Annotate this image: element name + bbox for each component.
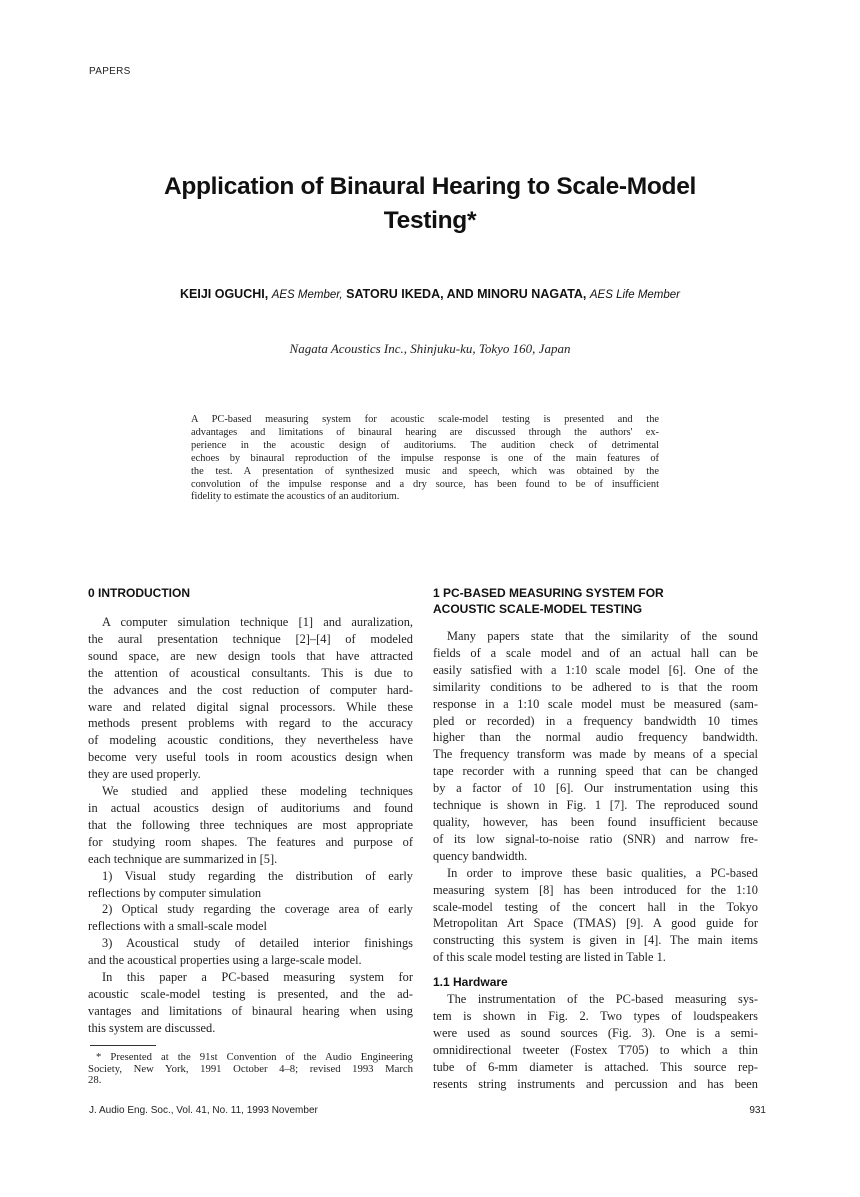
- paragraph: [433, 991, 758, 1092]
- text-line: omnidirectional tweeter (Fostex T705) to which a thin: [433, 1042, 758, 1057]
- abstract-line: echoes by binaural reproduction of the impulse response is one of the main features of: [191, 452, 659, 464]
- text-line: scale-model testing of the concert hall in the Tokyo: [433, 899, 758, 914]
- paragraph: [88, 969, 413, 1037]
- text-line: similarity conditions to be adhered to is that the room: [433, 679, 758, 694]
- paragraph: [433, 628, 758, 865]
- text-line: in actual acoustics design of auditoriums and found: [88, 800, 413, 815]
- text-line: 3) Acoustical study of detailed interior finishings: [102, 936, 413, 951]
- text-line: and the acoustical properties using a large-scale model.: [88, 953, 362, 968]
- text-line: for studying room shapes. The features and purpose of: [88, 834, 413, 849]
- journal-citation: J. Audio Eng. Soc., Vol. 41, No. 11, 1993 November: [89, 1105, 318, 1116]
- author-name: SATORU IKEDA, AND MINORU NAGATA,: [346, 287, 587, 301]
- text-line: Many papers state that the similarity of the sound: [447, 629, 758, 643]
- text-line: higher than the normal audio frequency bandwidth.: [433, 730, 758, 745]
- text-line: resents string instruments and percussion and has been: [433, 1076, 758, 1091]
- text-line: of this scale model testing are listed in Table 1.: [433, 950, 666, 965]
- text-line: response in a 1:10 scale model must be measured (sam-: [433, 696, 758, 711]
- text-line: the aural presentation technique [2]–[4] of modeled: [88, 631, 413, 646]
- text-line: We studied and applied these modeling techniques: [102, 784, 413, 799]
- text-line: A computer simulation technique [1] and auralization,: [102, 615, 413, 629]
- text-line: they are used properly.: [88, 767, 201, 782]
- text-line: technique is shown in Fig. 1 [7]. The reproduced sound: [433, 798, 758, 813]
- right-column: [433, 585, 758, 1093]
- title-line: Testing*: [383, 207, 477, 234]
- text-line: quency bandwidth.: [433, 848, 528, 863]
- text-line: The frequency transform was made by means of a special: [433, 747, 758, 762]
- text-line: this system are discussed.: [88, 1020, 216, 1035]
- paragraph: [88, 614, 413, 783]
- text-line: 1) Visual study regarding the distribution of early: [102, 868, 413, 883]
- text-line: become very useful tools in room acoustics design when: [88, 750, 413, 765]
- paragraph: [433, 865, 758, 966]
- text-line: methods present problems with regard to the accuracy: [88, 716, 413, 731]
- heading-line: ACOUSTIC SCALE-MODEL TESTING: [433, 602, 643, 616]
- author-membership: AES Life Member: [589, 289, 681, 301]
- text-line: reflections with a small-scale model: [88, 919, 267, 934]
- list-item: [88, 935, 413, 969]
- text-line: In this paper a PC-based measuring system for: [102, 970, 413, 985]
- text-line: constructing this system is given in [4]. The main items: [433, 933, 758, 948]
- author-membership: AES Member,: [271, 289, 343, 301]
- abstract-line: A PC-based measuring system for acoustic scale-model testing is presented and the: [191, 414, 659, 425]
- text-line: were used as sound sources (Fig. 3). One is a semi-: [433, 1025, 758, 1040]
- text-line: of modeling acoustic conditions, they nevertheless have: [88, 733, 413, 748]
- text-line: easily satisfied with a 1:10 scale model [6]. One of the: [433, 662, 758, 677]
- text-line: the advances and the cost reduction of computer hard-: [88, 682, 413, 697]
- text-line: fields of a scale model and of an actual hall can be: [433, 645, 758, 660]
- text-line: of its low signal-to-noise ratio (SNR) and narrow fre-: [433, 831, 758, 846]
- text-line: ware and related digital signal processors. While these: [88, 699, 413, 714]
- text-line: tube of 6-mm diameter is attached. This source rep-: [433, 1059, 758, 1074]
- text-line: the attention of acoustical consultants. This is due to: [88, 665, 413, 680]
- footnote-line: * Presented at the 91st Convention of the Audio Engineering: [96, 1051, 413, 1063]
- text-line: that the following three techniques are most appropriate: [88, 817, 413, 832]
- abstract-line: advantages and limitations of binaural hearing are discussed through the authors' ex-: [191, 426, 659, 438]
- text-line: measuring system [8] has been introduced for the 1:10: [433, 882, 758, 897]
- text-line: The instrumentation of the PC-based measuring sys-: [447, 992, 758, 1007]
- footnote-line: 28.: [88, 1074, 102, 1086]
- section-tag: PAPERS: [89, 66, 131, 77]
- text-line: sound space, are new design tools that have attracted: [88, 648, 413, 663]
- text-line: pled or recorded) in a frequency bandwidth 10 times: [433, 713, 758, 728]
- text-line: by a factor of 10 [6]. Our instrumentation using this: [433, 781, 758, 796]
- abstract-line: convolution of the impulse response and a dry source, has been found to be of insufficient: [191, 478, 659, 490]
- text-line: each technique are summarized in [5].: [88, 851, 278, 866]
- text-line: vantages and limitations of binaural hearing when using: [88, 1003, 413, 1018]
- list-item: [88, 868, 413, 902]
- text-line: Metropolitan Art Space (TMAS) [9]. A good guide for: [433, 916, 758, 931]
- affiliation: Nagata Acoustics Inc., Shinjuku-ku, Tokyo 160, Japan: [289, 341, 571, 356]
- footnote-divider: [90, 1045, 156, 1046]
- hardware-subheading: 1.1 Hardware: [433, 975, 508, 990]
- title-line: Application of Binaural Hearing to Scale-Model: [163, 173, 697, 200]
- text-line: In order to improve these basic qualities, a PC-based: [447, 865, 758, 880]
- author-name: KEIJI OGUCHI,: [179, 287, 269, 301]
- abstract: [191, 414, 659, 504]
- text-line: reflections by computer simulation: [88, 885, 262, 900]
- intro-heading: 0 INTRODUCTION: [88, 586, 190, 600]
- heading-line: 1 PC-BASED MEASURING SYSTEM FOR: [433, 586, 664, 600]
- text-line: tape recorder with a running speed that can be changed: [433, 764, 758, 779]
- section1-heading: [433, 585, 758, 617]
- author-list: [60, 287, 800, 301]
- left-column: [88, 585, 413, 1037]
- text-line: acoustic scale-model testing is presented, and the ad-: [88, 986, 413, 1001]
- abstract-line: perience in the acoustic design of auditoriums. The audition check of detrimental: [191, 439, 659, 451]
- text-line: quality, however, has been found insufficient because: [433, 814, 758, 829]
- footnote: [88, 1052, 413, 1087]
- list-item: [88, 901, 413, 935]
- page-number: 931: [749, 1105, 766, 1116]
- text-line: tem is shown in Fig. 2. Two types of loudspeakers: [433, 1009, 758, 1024]
- text-line: 2) Optical study regarding the coverage area of early: [102, 902, 413, 917]
- abstract-line: fidelity to estimate the acoustics of an auditorium.: [191, 491, 400, 503]
- paper-title: [60, 170, 800, 238]
- abstract-line: the test. A presentation of synthesized music and speech, which was obtained by the: [191, 465, 659, 477]
- paragraph: [88, 783, 413, 868]
- footnote-line: Society, New York, 1991 October 4–8; revised 1993 March: [88, 1062, 413, 1075]
